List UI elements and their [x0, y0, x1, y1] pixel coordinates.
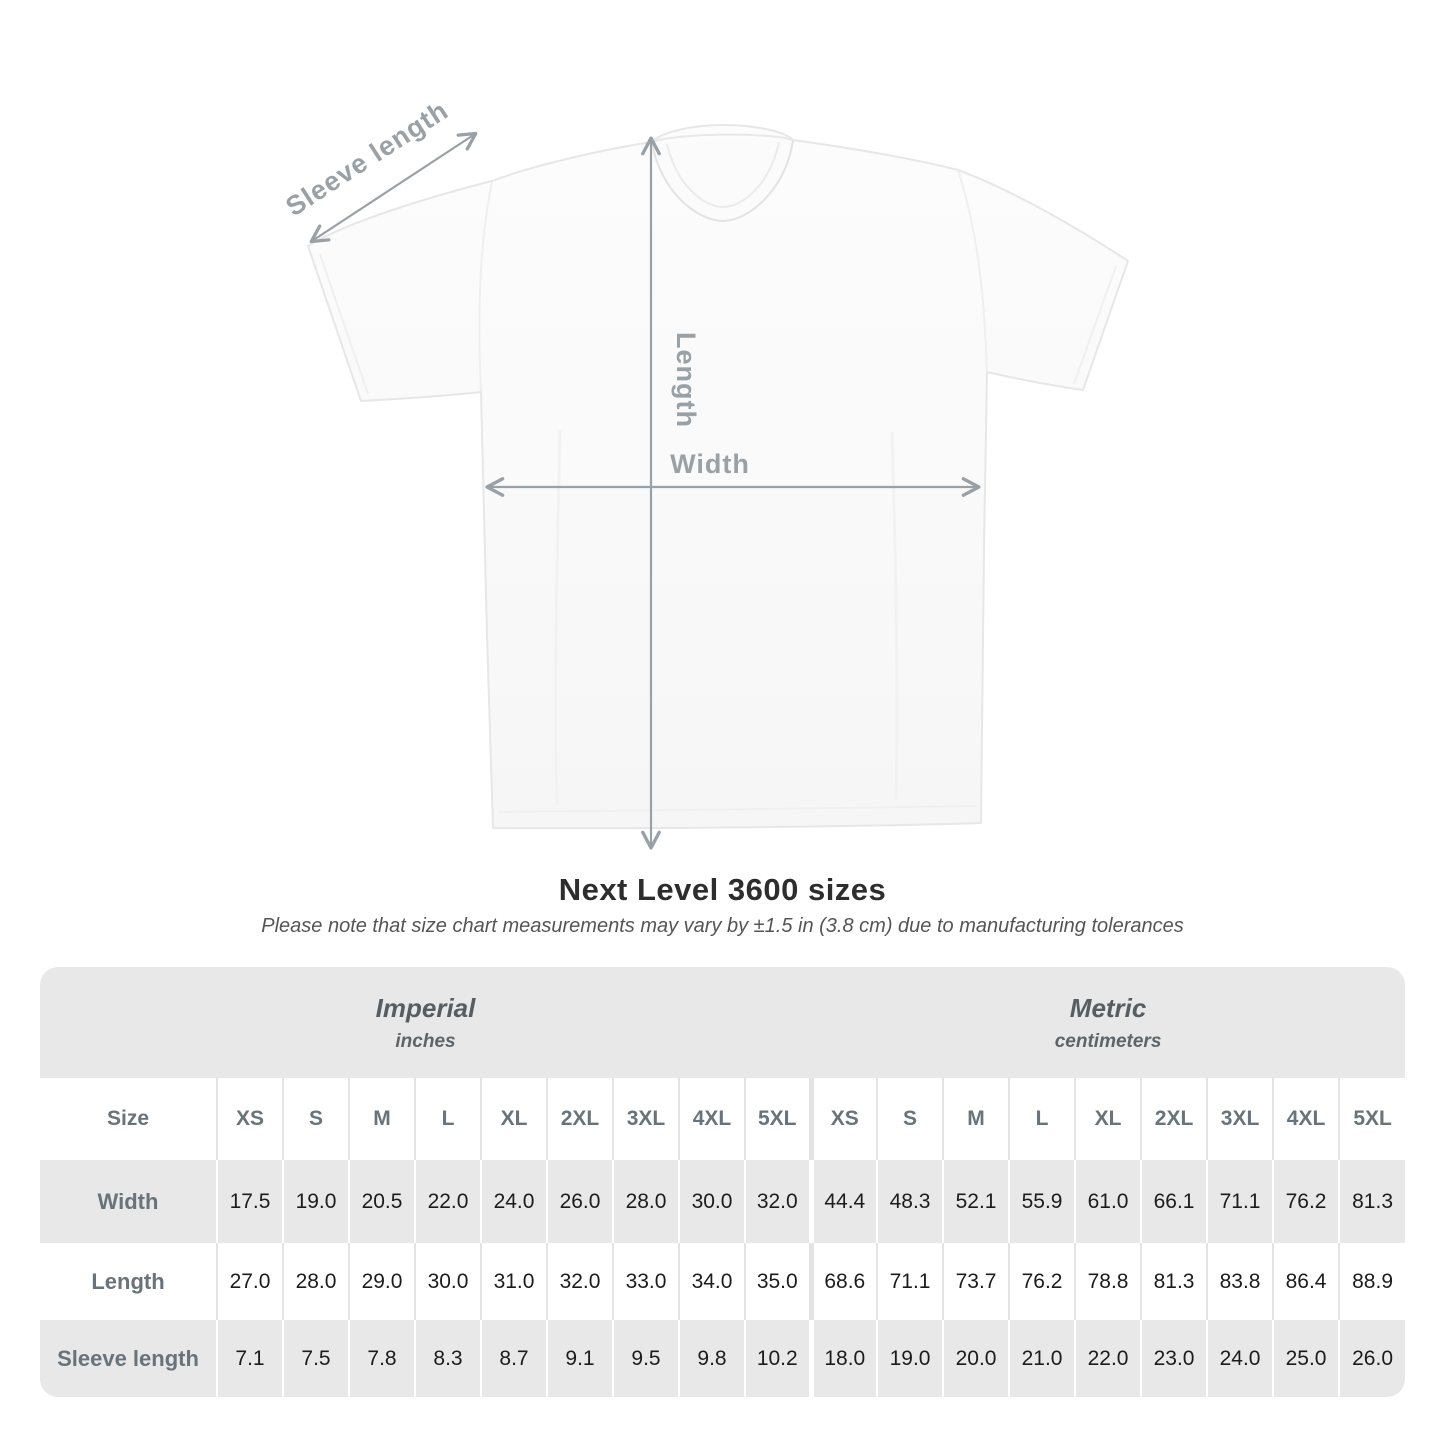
width-imperial-value: 19.0 — [283, 1160, 349, 1243]
sleeve-metric-value: 18.0 — [811, 1320, 877, 1397]
size-header-metric-l: L — [1009, 1078, 1075, 1160]
sleeve-metric-value: 20.0 — [943, 1320, 1009, 1397]
sleeve-imperial-value: 9.8 — [679, 1320, 745, 1397]
size-header-imperial-5xl: 5XL — [745, 1078, 811, 1160]
size-table-container — [40, 967, 1405, 1397]
length-imperial-value: 34.0 — [679, 1243, 745, 1320]
width-imperial-value: 28.0 — [613, 1160, 679, 1243]
sleeve-imperial-value: 8.3 — [415, 1320, 481, 1397]
sleeve-imperial-value: 9.5 — [613, 1320, 679, 1397]
size-header-metric-xl: XL — [1075, 1078, 1141, 1160]
size-header-imperial-xl: XL — [481, 1078, 547, 1160]
size-header-metric-xs: XS — [811, 1078, 877, 1160]
sleeve-metric-value: 23.0 — [1141, 1320, 1207, 1397]
sleeve-imperial-value: 7.5 — [283, 1320, 349, 1397]
length-metric-value: 81.3 — [1141, 1243, 1207, 1320]
sleeve-metric-value: 25.0 — [1273, 1320, 1339, 1397]
sleeve-metric-value: 24.0 — [1207, 1320, 1273, 1397]
length-metric-value: 68.6 — [811, 1243, 877, 1320]
width-imperial-value: 20.5 — [349, 1160, 415, 1243]
width-metric-value: 61.0 — [1075, 1160, 1141, 1243]
width-row — [40, 1160, 1405, 1243]
length-imperial-value: 28.0 — [283, 1243, 349, 1320]
sleeve-length-row — [40, 1320, 1405, 1397]
length-imperial-value: 29.0 — [349, 1243, 415, 1320]
sleeve-imperial-value: 9.1 — [547, 1320, 613, 1397]
length-row-label: Length — [91, 1268, 165, 1294]
length-imperial-value: 33.0 — [613, 1243, 679, 1320]
length-metric-value: 76.2 — [1009, 1243, 1075, 1320]
width-metric-value: 66.1 — [1141, 1160, 1207, 1243]
tolerance-note: Please note that size chart measurements may vary by ±1.5 in (3.8 cm) due to manufacturing tolerances — [261, 915, 1184, 937]
sleeve-metric-value: 21.0 — [1009, 1320, 1075, 1397]
length-metric-value: 86.4 — [1273, 1243, 1339, 1320]
size-header-metric-3xl: 3XL — [1207, 1078, 1273, 1160]
size-header-row — [40, 1078, 1405, 1160]
imperial-subtitle: inches — [395, 1030, 456, 1052]
metric-subtitle: centimeters — [1054, 1030, 1162, 1052]
sleeve-metric-value: 22.0 — [1075, 1320, 1141, 1397]
width-metric-value: 81.3 — [1339, 1160, 1405, 1243]
imperial-title: Imperial — [375, 992, 476, 1023]
length-row — [40, 1243, 1405, 1320]
width-metric-value: 44.4 — [811, 1160, 877, 1243]
sleeve-length-row-label: Sleeve length — [57, 1345, 199, 1371]
size-header-metric-2xl: 2XL — [1141, 1078, 1207, 1160]
sleeve-metric-value: 26.0 — [1339, 1320, 1405, 1397]
sleeve-metric-value: 19.0 — [877, 1320, 943, 1397]
size-header-imperial-2xl: 2XL — [547, 1078, 613, 1160]
width-imperial-value: 24.0 — [481, 1160, 547, 1243]
sleeve-imperial-value: 8.7 — [481, 1320, 547, 1397]
width-imperial-value: 17.5 — [217, 1160, 283, 1243]
size-header-imperial-4xl: 4XL — [679, 1078, 745, 1160]
size-header-metric-5xl: 5XL — [1339, 1078, 1405, 1160]
metric-header — [811, 967, 1405, 1078]
length-imperial-value: 30.0 — [415, 1243, 481, 1320]
size-column-label: Size — [106, 1107, 150, 1130]
size-table — [40, 967, 1405, 1397]
length-imperial-value: 32.0 — [547, 1243, 613, 1320]
width-imperial-value: 30.0 — [679, 1160, 745, 1243]
width-imperial-value: 32.0 — [745, 1160, 811, 1243]
length-metric-value: 71.1 — [877, 1243, 943, 1320]
sleeve-imperial-value: 10.2 — [745, 1320, 811, 1397]
page-title: Next Level 3600 sizes — [558, 872, 887, 907]
length-metric-value: 78.8 — [1075, 1243, 1141, 1320]
sleeve-imperial-value: 7.1 — [217, 1320, 283, 1397]
size-header-imperial-s: S — [283, 1078, 349, 1160]
size-header-metric-m: M — [943, 1078, 1009, 1160]
size-header-imperial-l: L — [415, 1078, 481, 1160]
width-metric-value: 52.1 — [943, 1160, 1009, 1243]
size-header-imperial-3xl: 3XL — [613, 1078, 679, 1160]
unit-header-row — [40, 967, 1405, 1078]
length-metric-value: 83.8 — [1207, 1243, 1273, 1320]
size-header-metric-s: S — [877, 1078, 943, 1160]
metric-title: Metric — [1069, 992, 1147, 1023]
width-metric-value: 55.9 — [1009, 1160, 1075, 1243]
size-header-metric-4xl: 4XL — [1273, 1078, 1339, 1160]
imperial-header — [40, 967, 811, 1078]
width-row-label: Width — [97, 1188, 159, 1214]
length-imperial-value: 35.0 — [745, 1243, 811, 1320]
width-metric-value: 76.2 — [1273, 1160, 1339, 1243]
length-metric-value: 73.7 — [943, 1243, 1009, 1320]
sleeve-length-label: Sleeve length — [280, 94, 454, 222]
length-label: Length — [671, 332, 701, 428]
width-metric-value: 71.1 — [1207, 1160, 1273, 1243]
width-imperial-value: 22.0 — [415, 1160, 481, 1243]
sleeve-imperial-value: 7.8 — [349, 1320, 415, 1397]
width-imperial-value: 26.0 — [547, 1160, 613, 1243]
size-header-imperial-m: M — [349, 1078, 415, 1160]
width-label: Width — [670, 449, 750, 479]
length-imperial-value: 31.0 — [481, 1243, 547, 1320]
size-header-imperial-xs: XS — [217, 1078, 283, 1160]
length-imperial-value: 27.0 — [217, 1243, 283, 1320]
length-metric-value: 88.9 — [1339, 1243, 1405, 1320]
width-metric-value: 48.3 — [877, 1160, 943, 1243]
